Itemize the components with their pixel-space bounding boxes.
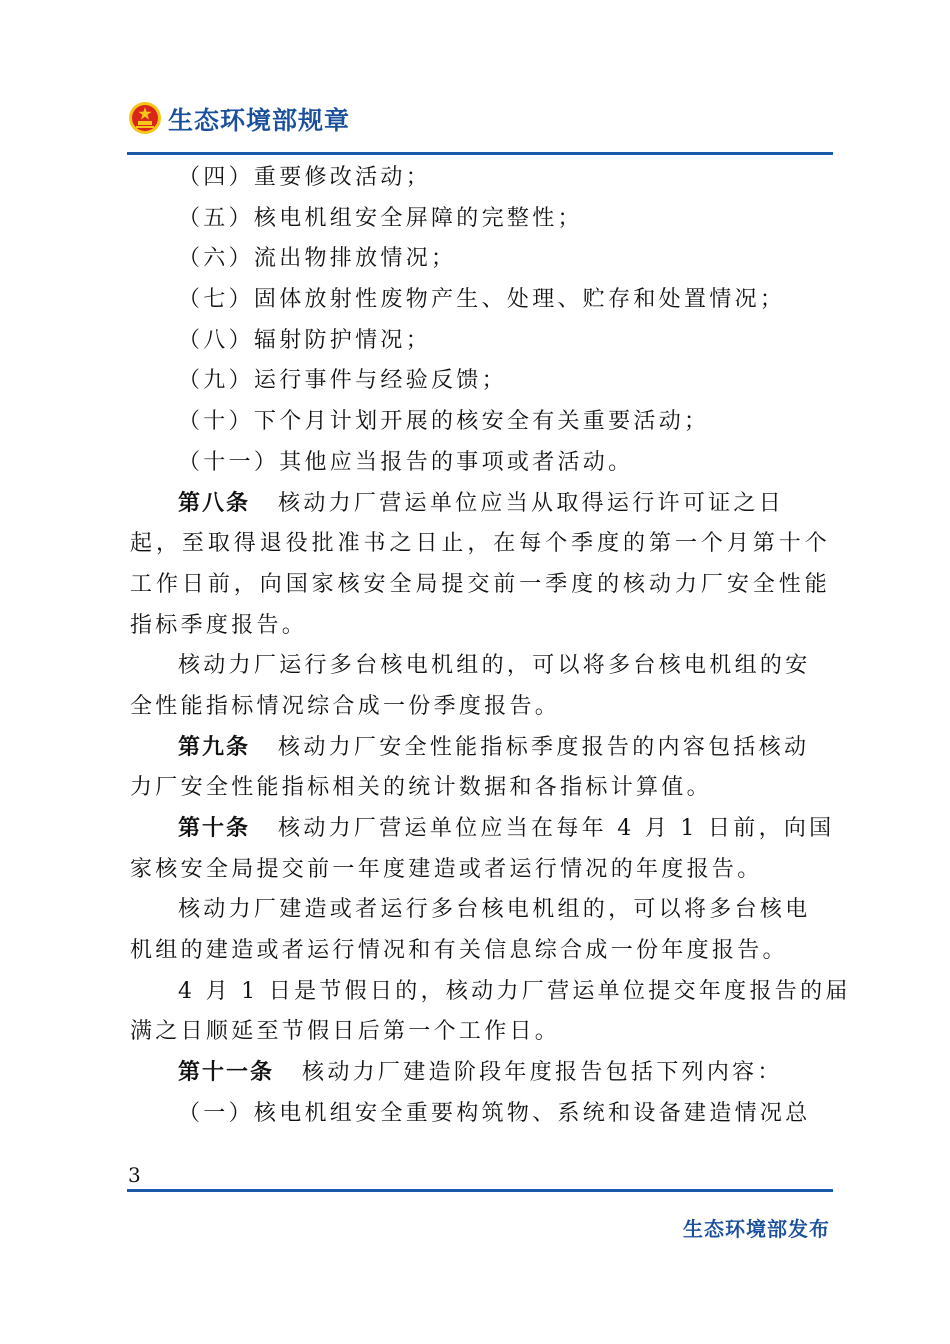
list-item: （十）下个月计划开展的核安全有关重要活动；	[178, 409, 710, 435]
list-item: （十一）其他应当报告的事项或者活动。	[178, 449, 634, 475]
footer-publisher: 生态环境部发布	[683, 1217, 830, 1241]
paragraph-line: 满之日顺延至节假日后第一个工作日。	[130, 1019, 561, 1045]
list-item: （九）运行事件与经验反馈；	[178, 368, 507, 394]
paragraph-line: 核动力厂建造或者运行多台核电机组的，可以将多台核电	[178, 897, 811, 923]
article-8-line	[130, 484, 830, 525]
article-10-text: 核动力厂营运单位应当在每年 4 月 1 日前，向国	[278, 816, 835, 841]
list-item: （一）核电机组安全重要构筑物、系统和设备建造情况总	[178, 1100, 811, 1126]
article-9-line	[130, 728, 830, 769]
document-body	[130, 158, 851, 1135]
article-11-label: 第十一条	[178, 1060, 275, 1086]
list-item: （六）流出物排放情况；	[178, 246, 457, 272]
paragraph-line: 力厂安全性能指标相关的统计数据和各指标计算值。	[130, 775, 712, 801]
article-8-label: 第八条	[178, 490, 251, 516]
article-11-line	[130, 1053, 830, 1094]
paragraph-line: 机组的建造或者运行情况和有关信息综合成一份年度报告。	[130, 938, 788, 964]
national-emblem-icon	[128, 101, 162, 135]
paragraph-line: 工作日前，向国家核安全局提交前一季度的核动力厂安全性能	[130, 571, 830, 597]
paragraph-line: 核动力厂运行多台核电机组的，可以将多台核电机组的安	[178, 653, 811, 679]
list-item: （五）核电机组安全屏障的完整性；	[178, 205, 583, 231]
page-number: 3	[128, 1163, 141, 1187]
paragraph-line: 4 月 1 日是节假日的，核动力厂营运单位提交年度报告的届	[178, 978, 851, 1004]
list-item: （七）固体放射性废物产生、处理、贮存和处置情况；	[178, 287, 786, 313]
article-10-line	[130, 809, 835, 850]
header-rule	[127, 152, 833, 155]
article-9-text: 核动力厂安全性能指标季度报告的内容包括核动	[278, 734, 810, 760]
article-11-text: 核动力厂建造阶段年度报告包括下列内容：	[302, 1060, 783, 1086]
article-10-label: 第十条	[178, 816, 251, 841]
list-item: （八）辐射防护情况；	[178, 327, 432, 353]
footer-rule	[127, 1189, 833, 1192]
article-8-text: 核动力厂营运单位应当从取得运行许可证之日	[278, 490, 785, 516]
paragraph-line: 起，至取得退役批准书之日止，在每个季度的第一个月第十个	[130, 531, 830, 557]
article-9-label: 第九条	[178, 734, 251, 760]
paragraph-line: 家核安全局提交前一年度建造或者运行情况的年度报告。	[130, 856, 763, 882]
header-title: 生态环境部规章	[168, 106, 351, 135]
list-item: （四）重要修改活动；	[178, 165, 432, 190]
paragraph-line: 全性能指标情况综合成一份季度报告。	[130, 693, 561, 719]
paragraph-line: 指标季度报告。	[130, 612, 308, 638]
